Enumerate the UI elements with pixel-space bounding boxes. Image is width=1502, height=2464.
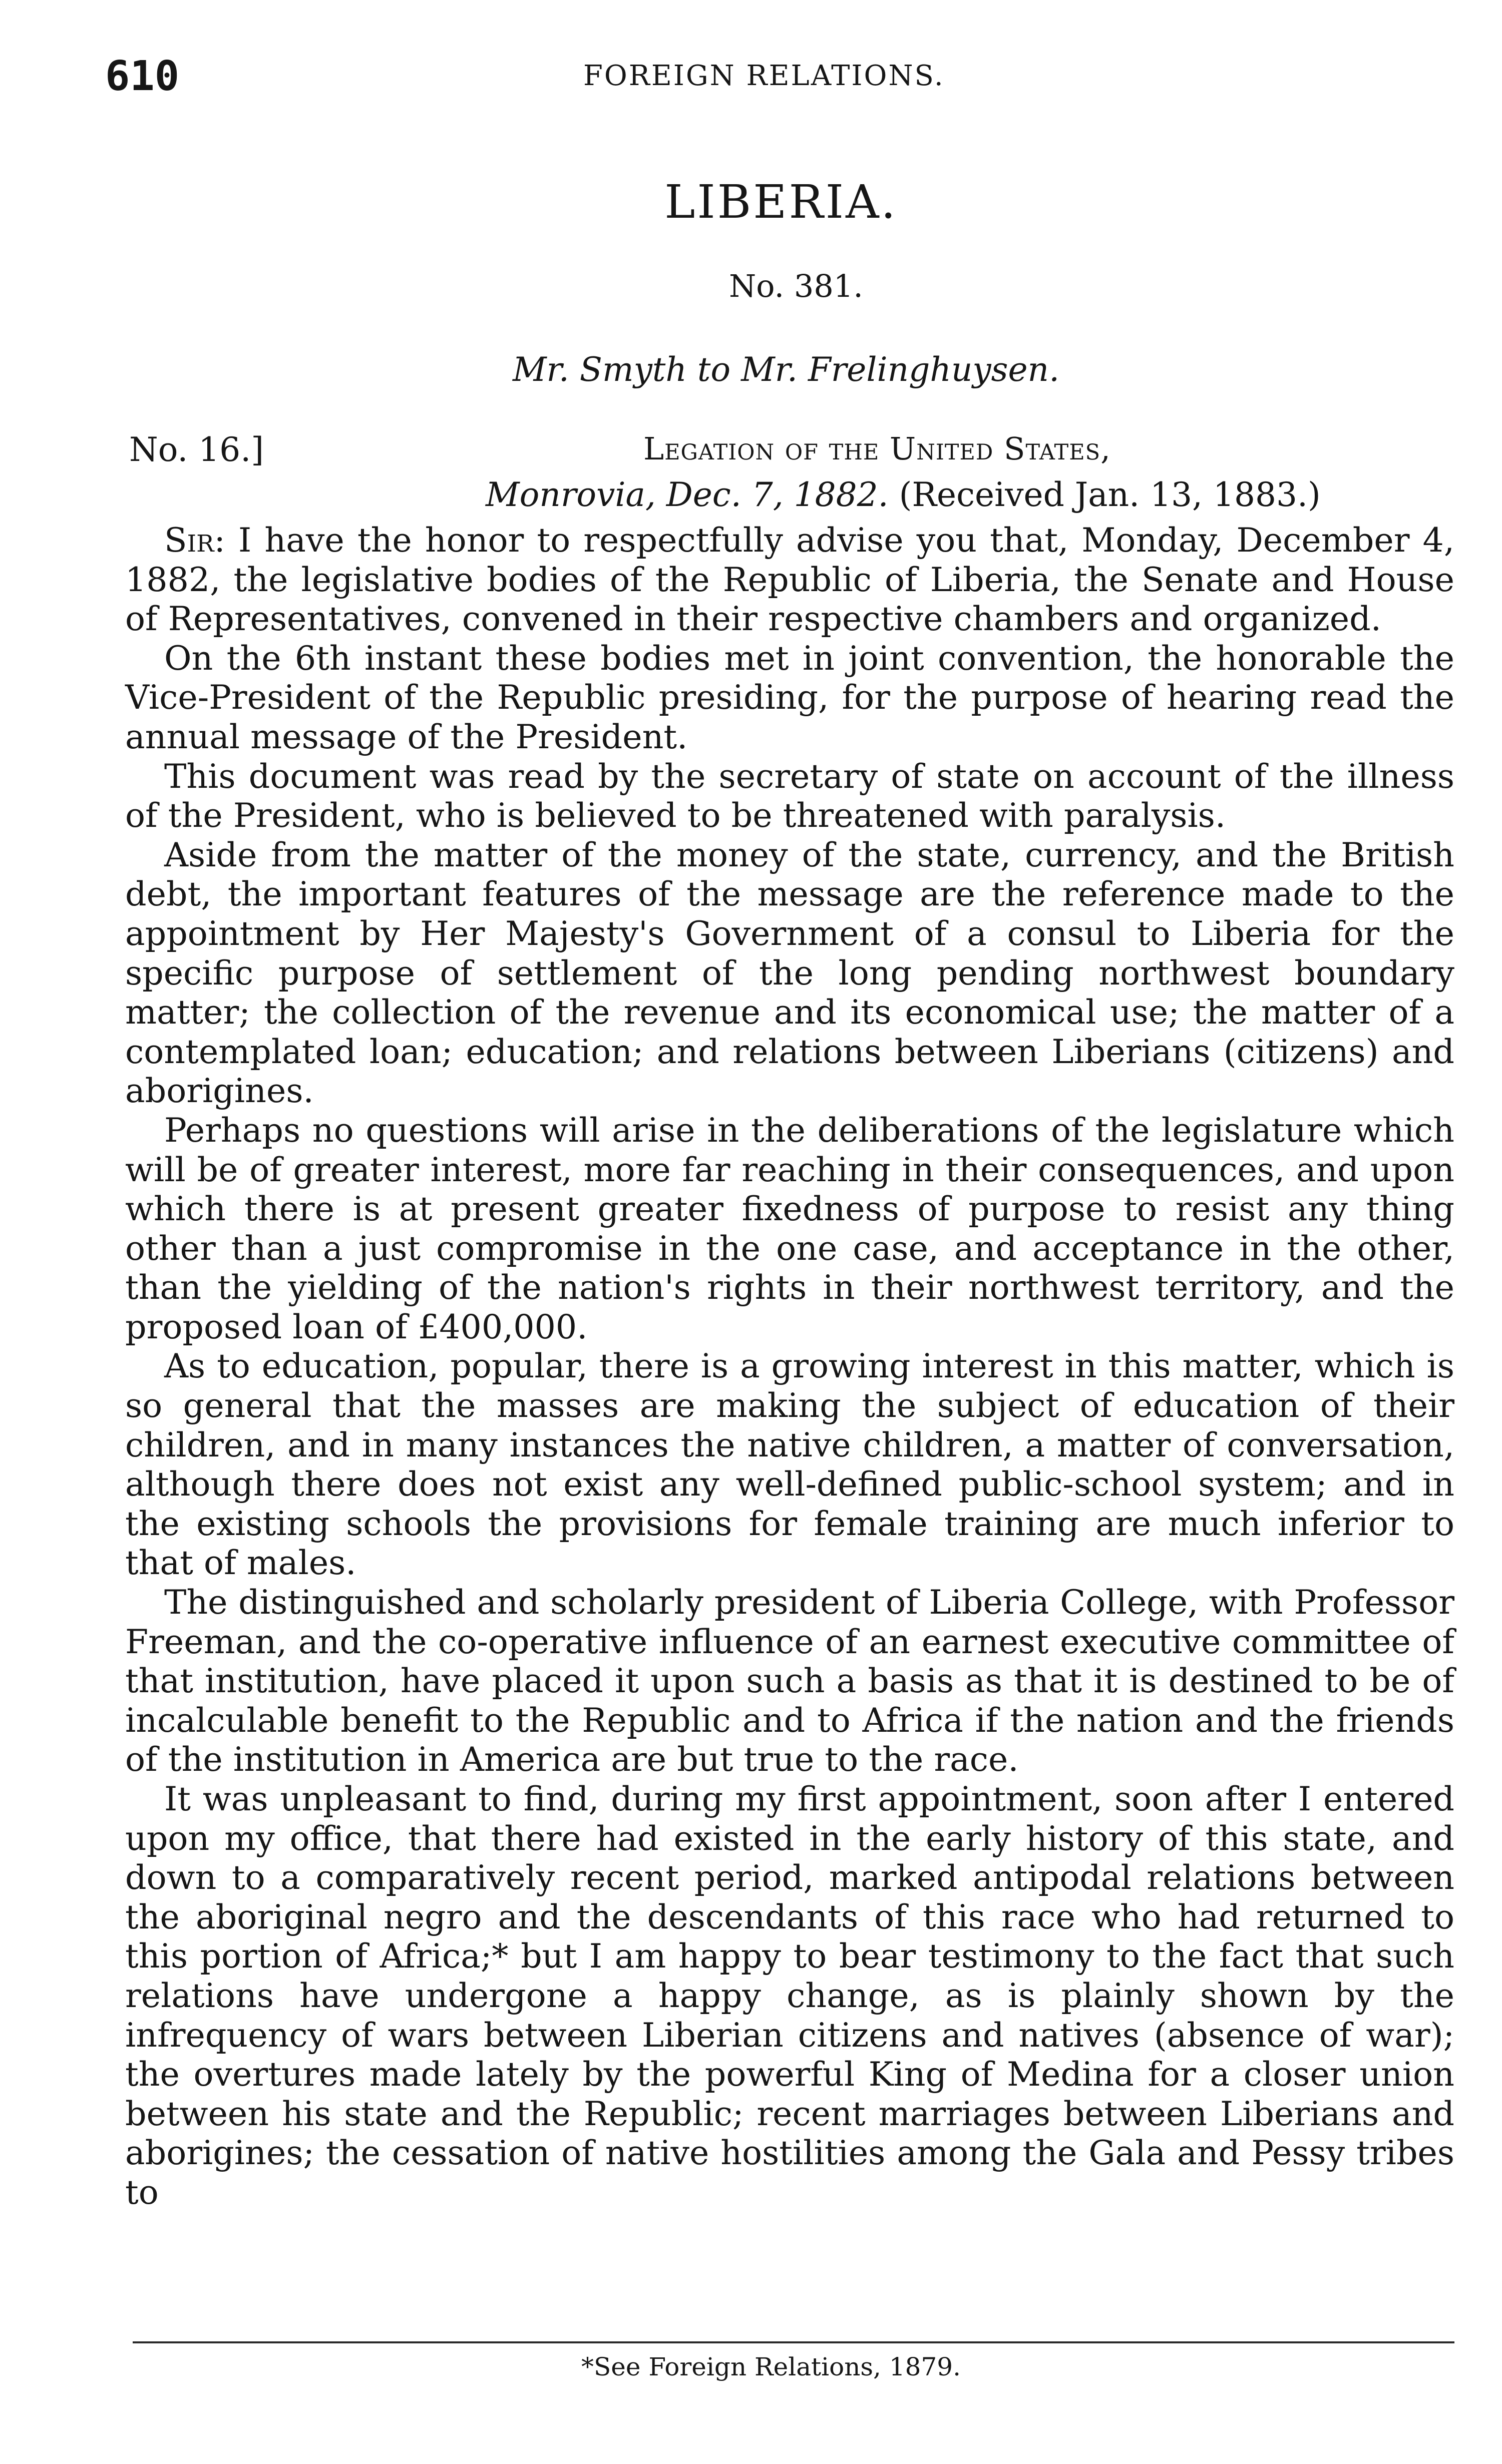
paragraph: This document was read by the secretary of state on account of the illness of the President, who is believed to be threatened with paralysis. (125, 756, 1454, 835)
correspondents-line: Mr. Smyth to Mr. Frelinghuysen. (512, 350, 1060, 389)
section-title: LIBERIA. (664, 175, 898, 229)
footnote (0, 2352, 1502, 2381)
footnote-text: *See Foreign Relations, 1879. (581, 2352, 961, 2381)
salutation: Sir: (164, 521, 225, 560)
paragraph-text: I have the honor to respectfully advise you that, Monday, December 4, 1882, the legislative bodies of the Republic of Liberia, the Senate and House of Representatives, convened in their respective chambers and organized. (125, 521, 1455, 639)
received-date: (Received Jan. 13, 1883.) (899, 475, 1321, 514)
paragraph: Perhaps no questions will arise in the deliberations of the legislature which will be of greater interest, more far reaching in their consequences, and upon which there is at present greater fixedness of purpose to resist any thing other than a just compromise in the one case, and acceptance in the other, than the yielding of the nation's rights in their northwest territory, and the proposed loan of £400,000. (125, 1110, 1454, 1346)
document-number: No. 381. (729, 268, 863, 304)
footnote-divider (133, 2341, 1454, 2343)
running-header (105, 53, 1442, 108)
paragraph: The distinguished and scholarly president of Liberia College, with Professor Freeman, and the co-operative influence of an earnest executive committee of that institution, have placed it upon such a basis as that it is destined to be of incalculable benefit to the Republic and to Africa if the nation and the friends of the institution in America are but true to the race. (125, 1583, 1454, 1779)
dateline (486, 475, 1321, 514)
paragraph: It was unpleasant to find, during my first appointment, soon after I entered upon my office, that there had existed in the early history of this state, and down to a comparatively recent period, marked antipodal relations between the aboriginal negro and the descendants of this race who had returned to this portion of Africa;* but I am happy to bear testimony to the fact that such relations have undergone a happy change, as is plainly shown by the infrequency of wars between Liberian citizens and natives (absence of war); the overtures made lately by the powerful King of Medina for a closer union between his state and the Republic; recent marriages between Liberians and aborigines; the cessation of native hostilities among the Gala and Pessy tribes to (125, 1779, 1454, 2212)
page-number: 610 (105, 53, 180, 100)
letter-body (125, 521, 1454, 2212)
paragraph: Aside from the matter of the money of the state, currency, and the British debt, the important features of the message are the reference made to the appointment by Her Majesty's Government of a consul to Liberia for the specific purpose of settlement of the long pending northwest boundary matter; the collection of the revenue and its economical use; the matter of a contemplated loan; education; and relations between Liberians (citizens) and aborigines. (125, 835, 1454, 1111)
legation-line: Legation of the United States, (643, 430, 1111, 467)
paragraph (125, 521, 1454, 639)
paragraph: As to education, popular, there is a growing interest in this matter, which is so general that the masses are making the subject of education of their children, and in many instances the native children, a matter of conversation, although there does not exist any well-defined public-school system; and in the existing schools the provisions for female training are much inferior to that of males. (125, 1346, 1454, 1583)
dispatch-number: No. 16.] (129, 430, 264, 469)
place-date: Monrovia, Dec. 7, 1882. (486, 475, 889, 514)
paragraph: On the 6th instant these bodies met in joint convention, the honorable the Vice-President of the Republic presiding, for the purpose of hearing read the annual message of the President. (125, 638, 1454, 756)
running-title: FOREIGN RELATIONS. (583, 60, 945, 92)
